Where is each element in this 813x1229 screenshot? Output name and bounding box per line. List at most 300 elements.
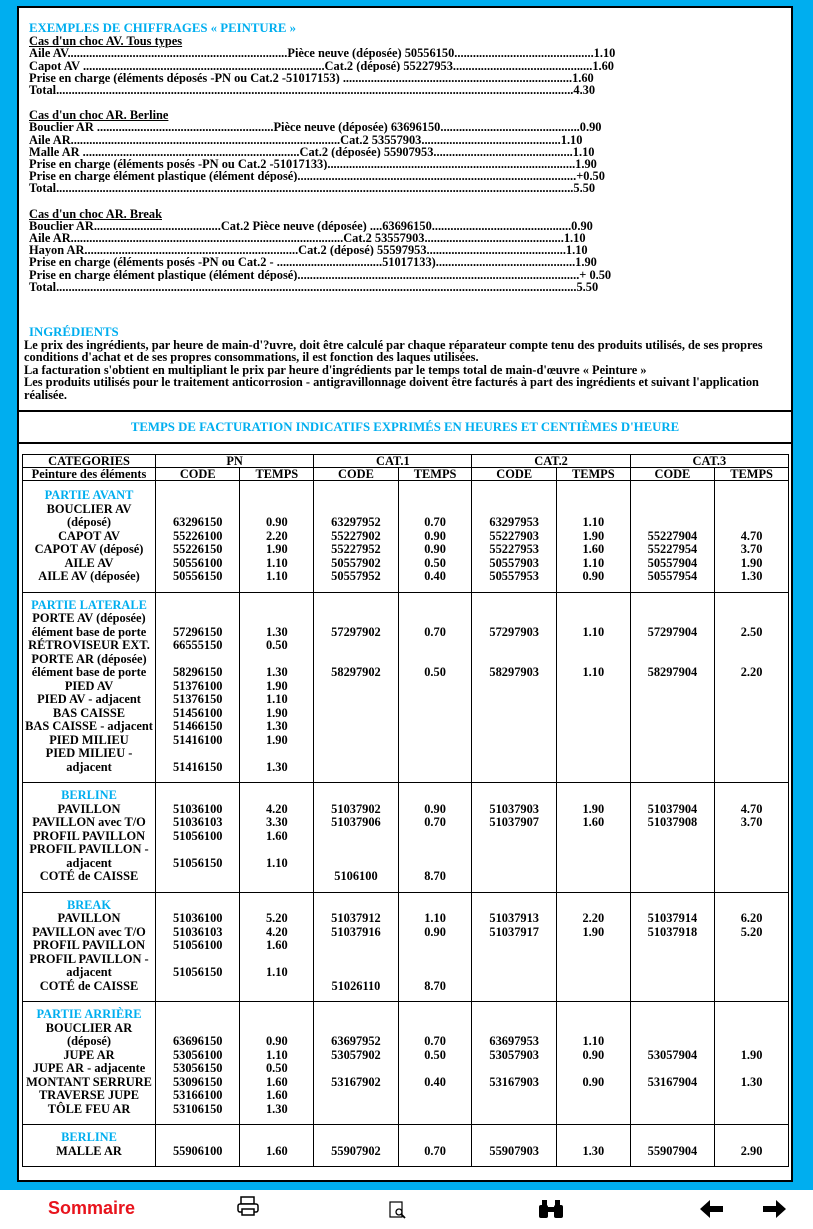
code-cell bbox=[156, 747, 240, 761]
time-cell bbox=[240, 953, 314, 967]
time-cell: 0.70 bbox=[398, 816, 472, 830]
section-title: BERLINE bbox=[23, 1125, 156, 1145]
code-cell bbox=[314, 939, 398, 953]
table-row bbox=[23, 761, 789, 783]
document-page bbox=[17, 6, 793, 1182]
time-cell bbox=[715, 693, 789, 707]
time-cell bbox=[556, 680, 630, 694]
code-cell bbox=[314, 707, 398, 721]
table-row bbox=[23, 707, 789, 721]
header-temps: TEMPS bbox=[240, 468, 314, 481]
time-cell bbox=[715, 680, 789, 694]
table-row bbox=[23, 570, 789, 592]
element-name: TRAVERSE JUPE bbox=[23, 1089, 156, 1103]
element-name: PIED MILIEU - bbox=[23, 747, 156, 761]
case-line: Aile AR........................................................................................Cat.2 53557903.............................................1.10 bbox=[29, 232, 586, 245]
time-cell bbox=[556, 966, 630, 980]
code-cell bbox=[314, 693, 398, 707]
time-cell bbox=[715, 830, 789, 844]
header-pn: PN bbox=[156, 455, 314, 468]
time-cell: 2.20 bbox=[556, 912, 630, 926]
time-cell: 0.90 bbox=[398, 543, 472, 557]
empty-cell bbox=[630, 1002, 714, 1022]
code-cell bbox=[314, 680, 398, 694]
code-cell: 55907902 bbox=[314, 1145, 398, 1167]
case-title: Cas d'un choc AV. Tous types bbox=[29, 34, 183, 49]
section-header-row bbox=[23, 1002, 789, 1022]
code-cell bbox=[472, 1103, 556, 1125]
code-cell bbox=[630, 747, 714, 761]
empty-cell bbox=[472, 783, 556, 803]
time-cell bbox=[240, 870, 314, 892]
code-cell bbox=[630, 1022, 714, 1036]
code-cell: 58297902 bbox=[314, 666, 398, 680]
code-cell bbox=[314, 639, 398, 653]
ingredients-paragraph: Les produits utilisés pour le traitement anticorrosion - antigravillonnage doivent être facturés à part des ingrédients et suivant l'application réalisée. bbox=[24, 375, 759, 402]
table-row bbox=[23, 1049, 789, 1063]
code-cell bbox=[630, 734, 714, 748]
code-cell bbox=[156, 953, 240, 967]
divider bbox=[19, 442, 791, 444]
time-cell bbox=[398, 953, 472, 967]
time-cell bbox=[240, 843, 314, 857]
time-cell bbox=[715, 953, 789, 967]
time-cell bbox=[556, 707, 630, 721]
time-cell bbox=[398, 707, 472, 721]
empty-cell bbox=[398, 892, 472, 912]
code-cell bbox=[314, 503, 398, 517]
code-cell: 51376150 bbox=[156, 693, 240, 707]
empty-cell bbox=[715, 1125, 789, 1145]
code-cell: 51026110 bbox=[314, 980, 398, 1002]
header-categories: CATEGORIES bbox=[23, 455, 156, 468]
code-cell: 53096150 bbox=[156, 1076, 240, 1090]
time-cell: 0.70 bbox=[398, 626, 472, 640]
table-row bbox=[23, 516, 789, 530]
header-code: CODE bbox=[156, 468, 240, 481]
code-cell bbox=[314, 761, 398, 783]
empty-cell bbox=[240, 1125, 314, 1145]
code-cell bbox=[472, 1022, 556, 1036]
empty-cell bbox=[472, 1002, 556, 1022]
time-cell: 3.30 bbox=[240, 816, 314, 830]
arrow-right-icon[interactable] bbox=[762, 1200, 786, 1223]
code-cell bbox=[472, 639, 556, 653]
code-cell bbox=[472, 612, 556, 626]
time-cell bbox=[398, 857, 472, 871]
code-cell bbox=[314, 653, 398, 667]
time-cell bbox=[398, 830, 472, 844]
time-cell: 3.70 bbox=[715, 543, 789, 557]
time-cell: 0.90 bbox=[556, 1049, 630, 1063]
case-line: Total.......................................................................................................................................................................5.50 bbox=[29, 182, 596, 195]
table-row bbox=[23, 626, 789, 640]
code-cell: 53056100 bbox=[156, 1049, 240, 1063]
code-cell bbox=[472, 870, 556, 892]
element-name: PROFIL PAVILLON - bbox=[23, 843, 156, 857]
code-cell: 55907904 bbox=[630, 1145, 714, 1167]
code-cell bbox=[314, 1103, 398, 1125]
empty-cell bbox=[240, 481, 314, 503]
time-cell: 1.10 bbox=[240, 693, 314, 707]
code-cell: 50557904 bbox=[630, 557, 714, 571]
section-title: PARTIE AVANT bbox=[23, 481, 156, 503]
code-cell bbox=[314, 953, 398, 967]
code-cell: 51036100 bbox=[156, 803, 240, 817]
case-title: Cas d'un choc AR. Berline bbox=[29, 108, 169, 123]
table-row bbox=[23, 543, 789, 557]
empty-cell bbox=[472, 1125, 556, 1145]
time-cell: 1.10 bbox=[240, 966, 314, 980]
code-cell: 53057902 bbox=[314, 1049, 398, 1063]
element-name: PAVILLON avec T/O bbox=[23, 816, 156, 830]
empty-cell bbox=[398, 592, 472, 612]
time-cell: 1.10 bbox=[556, 1035, 630, 1049]
table-row bbox=[23, 939, 789, 953]
code-cell: 51056150 bbox=[156, 857, 240, 871]
table-row bbox=[23, 912, 789, 926]
arrow-left-icon[interactable] bbox=[700, 1200, 724, 1223]
empty-cell bbox=[556, 1002, 630, 1022]
code-cell bbox=[630, 707, 714, 721]
code-cell bbox=[472, 761, 556, 783]
code-cell: 51037904 bbox=[630, 803, 714, 817]
element-name: BAS CAISSE - adjacent bbox=[23, 720, 156, 734]
time-cell bbox=[398, 1022, 472, 1036]
example-case bbox=[29, 208, 779, 293]
case-line: Prise en charge (éléments posés -PN ou Cat.2 -51017133)................................................................................1.90 bbox=[29, 158, 597, 171]
element-name: JUPE AR - adjacente bbox=[23, 1062, 156, 1076]
code-cell bbox=[472, 680, 556, 694]
code-cell: 50557902 bbox=[314, 557, 398, 571]
section-title: BERLINE bbox=[23, 783, 156, 803]
empty-cell bbox=[398, 481, 472, 503]
code-cell bbox=[472, 503, 556, 517]
time-cell bbox=[398, 761, 472, 783]
code-cell bbox=[314, 734, 398, 748]
code-cell: 57297903 bbox=[472, 626, 556, 640]
code-cell bbox=[472, 980, 556, 1002]
sommaire-link[interactable]: Sommaire bbox=[48, 1198, 136, 1218]
search-document-icon[interactable] bbox=[388, 1200, 408, 1225]
time-cell bbox=[556, 612, 630, 626]
case-line: Total.......................................................................................................................................................................4.30 bbox=[29, 84, 596, 97]
code-cell: 50556150 bbox=[156, 570, 240, 592]
table-row bbox=[23, 653, 789, 667]
code-cell bbox=[630, 516, 714, 530]
code-cell bbox=[156, 653, 240, 667]
code-cell bbox=[630, 612, 714, 626]
header-cat2: CAT.2 bbox=[472, 455, 630, 468]
code-cell: 53057903 bbox=[472, 1049, 556, 1063]
time-cell bbox=[398, 720, 472, 734]
ingredients-paragraph: La facturation s'obtient en multipliant le prix par heure d'ingrédients par le temps total de main-d'œuvre « Peinture » bbox=[24, 362, 647, 377]
element-name: BAS CAISSE bbox=[23, 707, 156, 721]
time-cell bbox=[556, 747, 630, 761]
element-name: adjacent bbox=[23, 857, 156, 871]
time-cell: 1.90 bbox=[240, 707, 314, 721]
code-cell: 55227952 bbox=[314, 543, 398, 557]
case-line: Bouclier AR .........................................................Pièce neuve (déposée) 63696150.............................................0.90 bbox=[29, 121, 602, 134]
code-cell bbox=[630, 720, 714, 734]
examples-title: EXEMPLES DE CHIFFRAGES « PEINTURE » bbox=[29, 21, 296, 35]
time-cell bbox=[715, 639, 789, 653]
case-line: Prise en charge élément plastique (élément déposé)..........................................................................................+0.50 bbox=[29, 170, 605, 183]
empty-cell bbox=[715, 783, 789, 803]
time-cell: 4.20 bbox=[240, 926, 314, 940]
code-cell: 63697952 bbox=[314, 1035, 398, 1049]
code-cell: 55907903 bbox=[472, 1145, 556, 1167]
code-cell: 53057904 bbox=[630, 1049, 714, 1063]
time-cell: 2.50 bbox=[715, 626, 789, 640]
time-cell bbox=[240, 612, 314, 626]
time-cell bbox=[556, 1103, 630, 1125]
case-title: Cas d'un choc AR. Break bbox=[29, 206, 162, 221]
time-cell: 1.60 bbox=[556, 816, 630, 830]
code-cell: 51466150 bbox=[156, 720, 240, 734]
code-cell bbox=[630, 653, 714, 667]
time-cell: 0.90 bbox=[556, 1076, 630, 1090]
empty-cell bbox=[556, 783, 630, 803]
case-line: Aile AR.......................................................................................Cat.2 53557903.............................................1.10 bbox=[29, 133, 583, 146]
time-cell bbox=[715, 843, 789, 857]
time-cell bbox=[398, 503, 472, 517]
time-cell bbox=[715, 747, 789, 761]
element-name: PROFIL PAVILLON bbox=[23, 830, 156, 844]
element-name: adjacent bbox=[23, 761, 156, 783]
time-cell bbox=[398, 966, 472, 980]
code-cell bbox=[630, 1103, 714, 1125]
code-cell bbox=[314, 1022, 398, 1036]
code-cell: 51036103 bbox=[156, 926, 240, 940]
time-cell: 0.90 bbox=[398, 530, 472, 544]
billing-times-table bbox=[22, 454, 789, 1167]
time-cell bbox=[556, 939, 630, 953]
table-row bbox=[23, 720, 789, 734]
time-cell: 4.70 bbox=[715, 803, 789, 817]
element-name: adjacent bbox=[23, 966, 156, 980]
code-cell bbox=[472, 734, 556, 748]
element-name: MALLE AR bbox=[23, 1145, 156, 1167]
time-cell: 4.70 bbox=[715, 530, 789, 544]
time-cell bbox=[240, 1022, 314, 1036]
code-cell: 51056150 bbox=[156, 966, 240, 980]
code-cell bbox=[630, 953, 714, 967]
time-cell bbox=[398, 734, 472, 748]
table-row bbox=[23, 816, 789, 830]
code-cell: 63697953 bbox=[472, 1035, 556, 1049]
binoculars-icon[interactable] bbox=[537, 1198, 565, 1225]
code-cell bbox=[472, 843, 556, 857]
code-cell bbox=[314, 747, 398, 761]
code-cell: 63296150 bbox=[156, 516, 240, 530]
section-title: PARTIE ARRIÈRE bbox=[23, 1002, 156, 1022]
time-cell bbox=[715, 966, 789, 980]
empty-cell bbox=[314, 1002, 398, 1022]
time-cell: 1.10 bbox=[240, 557, 314, 571]
code-cell: 51037902 bbox=[314, 803, 398, 817]
code-cell: 58297904 bbox=[630, 666, 714, 680]
code-cell: 51456100 bbox=[156, 707, 240, 721]
time-cell: 3.70 bbox=[715, 816, 789, 830]
code-cell bbox=[630, 503, 714, 517]
code-cell bbox=[314, 1089, 398, 1103]
time-cell: 5.20 bbox=[240, 912, 314, 926]
time-cell: 0.90 bbox=[398, 803, 472, 817]
code-cell: 51037914 bbox=[630, 912, 714, 926]
code-cell bbox=[472, 939, 556, 953]
time-cell: 0.90 bbox=[398, 926, 472, 940]
case-line: Aile AV.......................................................................Pièce neuve (déposée) 50556150.............................................1.10 bbox=[29, 47, 616, 60]
table-row bbox=[23, 843, 789, 857]
table-row bbox=[23, 1089, 789, 1103]
code-cell: 58297903 bbox=[472, 666, 556, 680]
code-cell: 51037912 bbox=[314, 912, 398, 926]
code-cell bbox=[630, 639, 714, 653]
code-cell bbox=[630, 1089, 714, 1103]
time-cell bbox=[556, 1062, 630, 1076]
time-cell: 0.50 bbox=[398, 1049, 472, 1063]
printer-icon[interactable] bbox=[236, 1196, 260, 1221]
empty-cell bbox=[630, 481, 714, 503]
empty-cell bbox=[240, 1002, 314, 1022]
header-temps: TEMPS bbox=[398, 468, 472, 481]
time-cell bbox=[556, 980, 630, 1002]
time-cell: 1.30 bbox=[556, 1145, 630, 1167]
code-cell: 51416100 bbox=[156, 734, 240, 748]
time-cell: 8.70 bbox=[398, 870, 472, 892]
code-cell bbox=[472, 747, 556, 761]
code-cell bbox=[472, 966, 556, 980]
time-cell: 0.50 bbox=[240, 1062, 314, 1076]
time-cell: 0.70 bbox=[398, 516, 472, 530]
empty-cell bbox=[156, 1002, 240, 1022]
time-cell bbox=[398, 680, 472, 694]
empty-cell bbox=[630, 892, 714, 912]
empty-cell bbox=[630, 592, 714, 612]
empty-cell bbox=[314, 592, 398, 612]
empty-cell bbox=[630, 1125, 714, 1145]
code-cell bbox=[472, 830, 556, 844]
element-name: PAVILLON bbox=[23, 912, 156, 926]
time-cell bbox=[715, 939, 789, 953]
time-cell: 2.20 bbox=[715, 666, 789, 680]
code-cell: 51037916 bbox=[314, 926, 398, 940]
table-row bbox=[23, 830, 789, 844]
time-cell: 1.60 bbox=[240, 830, 314, 844]
case-line: Malle AR ......................................................................Cat.2 (déposée) 55907953.............................................1.10 bbox=[29, 145, 595, 159]
empty-cell bbox=[240, 783, 314, 803]
header-temps: TEMPS bbox=[715, 468, 789, 481]
empty-cell bbox=[240, 592, 314, 612]
time-cell bbox=[240, 747, 314, 761]
code-cell bbox=[472, 1089, 556, 1103]
code-cell bbox=[314, 720, 398, 734]
time-cell: 0.50 bbox=[398, 557, 472, 571]
code-cell: 55227904 bbox=[630, 530, 714, 544]
time-cell bbox=[715, 516, 789, 530]
section-header-row bbox=[23, 481, 789, 503]
table-row bbox=[23, 857, 789, 871]
time-cell: 1.30 bbox=[715, 1076, 789, 1090]
code-cell: 51037906 bbox=[314, 816, 398, 830]
code-cell bbox=[156, 870, 240, 892]
time-cell: 2.90 bbox=[715, 1145, 789, 1167]
code-cell bbox=[630, 980, 714, 1002]
time-cell: 1.30 bbox=[240, 720, 314, 734]
code-cell bbox=[156, 612, 240, 626]
time-cell bbox=[556, 1022, 630, 1036]
time-cell bbox=[556, 953, 630, 967]
time-cell bbox=[398, 843, 472, 857]
code-cell bbox=[630, 761, 714, 783]
code-cell bbox=[156, 1022, 240, 1036]
time-cell bbox=[556, 761, 630, 783]
time-cell: 1.30 bbox=[240, 626, 314, 640]
section-header-row bbox=[23, 892, 789, 912]
time-cell: 1.60 bbox=[240, 1076, 314, 1090]
section-title: PARTIE LATERALE bbox=[23, 592, 156, 612]
empty-cell bbox=[630, 783, 714, 803]
header-cat1: CAT.1 bbox=[314, 455, 472, 468]
bottom-nav-bar bbox=[0, 1190, 813, 1229]
time-cell: 6.20 bbox=[715, 912, 789, 926]
case-line: Capot AV ..............................................................................Cat.2 (déposé) 55227953.............................................1.60 bbox=[29, 59, 615, 72]
time-cell bbox=[715, 761, 789, 783]
ingredients-section bbox=[24, 326, 788, 401]
time-cell bbox=[398, 939, 472, 953]
empty-cell bbox=[156, 783, 240, 803]
time-cell bbox=[398, 747, 472, 761]
code-cell: 5106100 bbox=[314, 870, 398, 892]
time-cell: 1.30 bbox=[240, 1103, 314, 1125]
table-row bbox=[23, 953, 789, 967]
time-cell bbox=[715, 720, 789, 734]
code-cell bbox=[472, 653, 556, 667]
table-row bbox=[23, 530, 789, 544]
element-name: PAVILLON avec T/O bbox=[23, 926, 156, 940]
code-cell: 51037918 bbox=[630, 926, 714, 940]
time-cell bbox=[556, 503, 630, 517]
element-name: PROFIL PAVILLON - bbox=[23, 953, 156, 967]
table-row bbox=[23, 966, 789, 980]
time-cell: 1.10 bbox=[556, 666, 630, 680]
code-cell bbox=[472, 693, 556, 707]
code-cell bbox=[156, 980, 240, 1002]
time-cell bbox=[715, 734, 789, 748]
time-cell: 0.50 bbox=[240, 639, 314, 653]
time-cell: 4.20 bbox=[240, 803, 314, 817]
code-cell: 51037908 bbox=[630, 816, 714, 830]
time-cell: 0.90 bbox=[556, 570, 630, 592]
time-cell: 1.90 bbox=[240, 543, 314, 557]
case-line: Prise en charge (éléments déposés -PN ou Cat.2 -51017153) ..........................................................................1.60 bbox=[29, 71, 594, 85]
empty-cell bbox=[715, 481, 789, 503]
code-cell bbox=[630, 1035, 714, 1049]
code-cell bbox=[156, 843, 240, 857]
time-cell: 1.10 bbox=[556, 516, 630, 530]
element-name: AILE AV bbox=[23, 557, 156, 571]
empty-cell bbox=[156, 892, 240, 912]
empty-cell bbox=[556, 1125, 630, 1145]
empty-cell bbox=[314, 892, 398, 912]
section-title: BREAK bbox=[23, 892, 156, 912]
case-line: Bouclier AR.........................................Cat.2 Pièce neuve (déposée) ....63696150.............................................0.90 bbox=[29, 219, 593, 233]
table-row bbox=[23, 1035, 789, 1049]
time-cell: 1.60 bbox=[240, 1089, 314, 1103]
examples-section bbox=[29, 22, 779, 306]
time-cell bbox=[556, 830, 630, 844]
